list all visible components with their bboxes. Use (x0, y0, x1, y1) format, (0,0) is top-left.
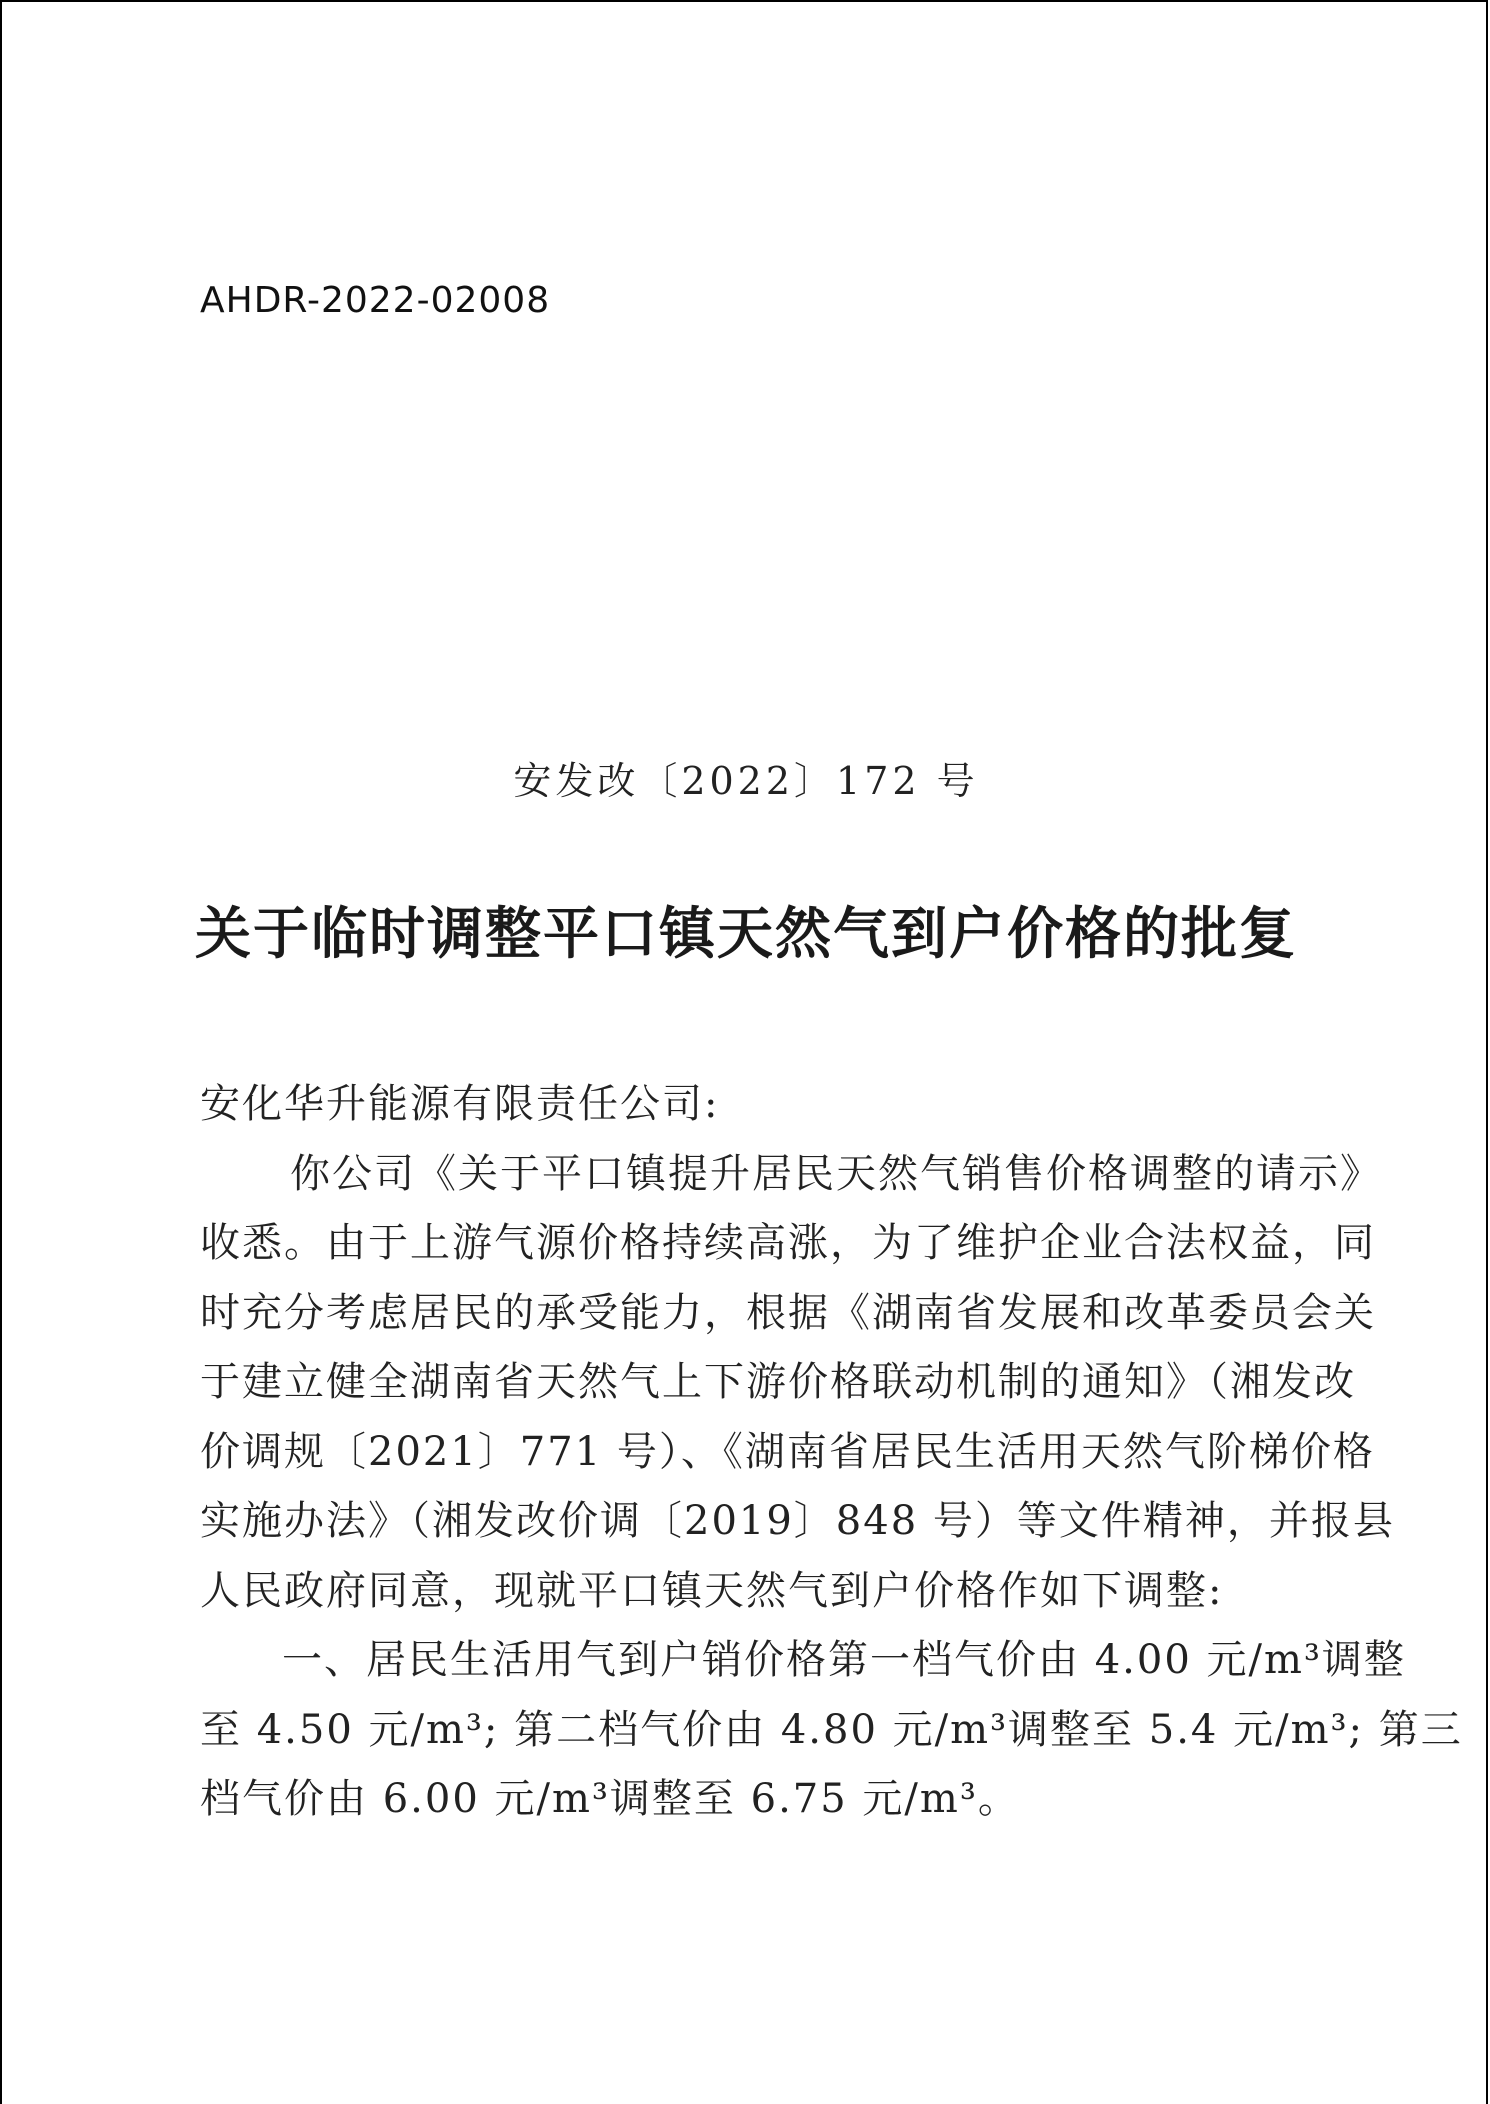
salutation: 安化华升能源有限责任公司: (200, 1081, 720, 1127)
paragraph-line: 实施办法》（湘发改价调〔2019〕848 号）等文件精神，并报县 (200, 1498, 1395, 1544)
document-number: 安发改〔2022〕172 号 (513, 759, 979, 803)
document-title: 关于临时调整平口镇天然气到户价格的批复 (195, 901, 1297, 967)
paragraph-line: 至 4.50 元/m³; 第二档气价由 4.80 元/m³调整至 5.4 元/m³; 第三 (200, 1706, 1463, 1753)
paragraph-line: 价调规〔2021〕771 号）、《湖南省居民生活用天然气阶梯价格 (200, 1428, 1375, 1475)
paragraph-line: 人民政府同意，现就平口镇天然气到户价格作如下调整: (200, 1567, 1224, 1614)
document-body (200, 1070, 1463, 1835)
paragraph-line: 时充分考虑居民的承受能力，根据《湖南省发展和改革委员会关 (200, 1289, 1376, 1336)
document-code: AHDR-2022-02008 (200, 280, 551, 321)
paragraph-line: 于建立健全湖南省天然气上下游价格联动机制的通知》（湘发改 (200, 1359, 1356, 1405)
paragraph-line: 收悉。由于上游气源价格持续高涨，为了维护企业合法权益，同 (200, 1220, 1376, 1266)
paragraph-line: 你公司《关于平口镇提升居民天然气销售价格调整的请示》 (290, 1150, 1382, 1197)
paragraph-line: 档气价由 6.00 元/m³调整至 6.75 元/m³。 (200, 1776, 1020, 1822)
paragraph-line: 一、居民生活用气到户销价格第一档气价由 4.00 元/m³调整 (282, 1637, 1406, 1683)
